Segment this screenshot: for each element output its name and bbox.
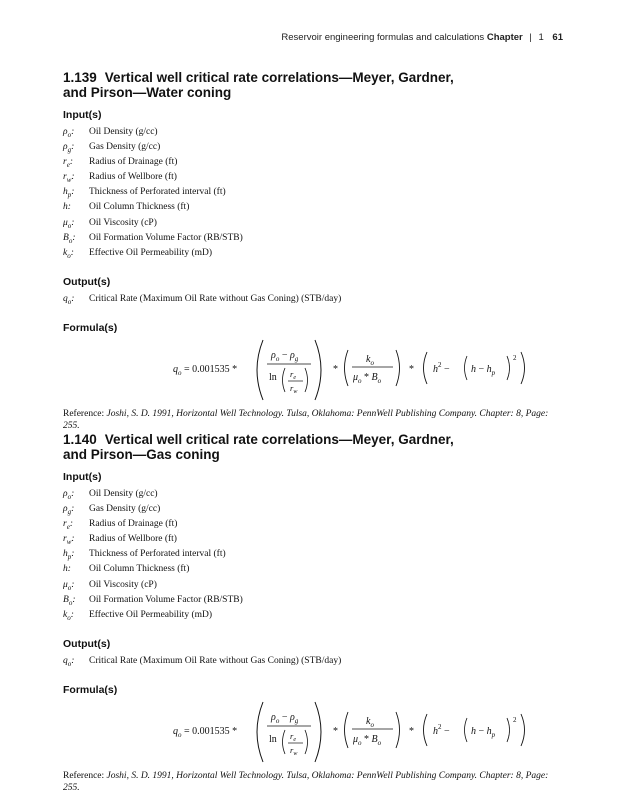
input-symbol: $r_w$: — [63, 172, 75, 185]
output-row — [63, 655, 563, 670]
input-symbol: $B_o$: — [63, 232, 76, 245]
inputs-heading: Input(s) — [63, 109, 102, 121]
input-symbol: h: — [63, 202, 71, 213]
input-symbol: $r_w$: — [63, 534, 75, 547]
section-title — [63, 70, 563, 100]
input-description: Gas Density (g/cc) — [89, 142, 161, 153]
header-divider: | — [529, 32, 532, 43]
input-description: Effective Oil Permeability (mD) — [89, 247, 213, 258]
outputs-list — [63, 655, 563, 670]
svg-text:qo = 0.001535 *: $q_o = 0.001535$ * — [173, 363, 238, 377]
section-water-coning — [63, 70, 563, 433]
section-gas-coning — [63, 432, 563, 795]
input-description: Gas Density (g/cc) — [89, 504, 161, 515]
input-row — [63, 141, 563, 156]
input-row — [63, 201, 563, 216]
reference-citation: Joshi, S. D. 1991, Horizontal Well Technology. Tulsa, Oklahoma: PennWell Publishing Company. Chapter: 8, Page: 255. — [63, 770, 549, 794]
input-description: Effective Oil Permeability (mD) — [89, 609, 213, 620]
input-symbol: $\rho_g$: — [63, 142, 75, 154]
critical-rate-formula — [63, 336, 563, 404]
input-description: Radius of Wellbore (ft) — [89, 172, 177, 183]
input-description: Oil Column Thickness (ft) — [89, 564, 190, 575]
critical-rate-formula — [63, 698, 563, 766]
svg-text:rw: $r_w$ — [290, 744, 298, 757]
input-description: Oil Viscosity (cP) — [89, 217, 157, 228]
outputs-heading: Output(s) — [63, 275, 111, 288]
formula-heading: Formula(s) — [63, 321, 118, 334]
formula-coefficient: 0.001535 — [192, 363, 230, 375]
chapter-label: Chapter — [486, 32, 523, 43]
input-description: Radius of Drainage (ft) — [89, 157, 178, 168]
svg-text:h − hp: $h - h_p$ — [471, 363, 496, 377]
input-description: Oil Viscosity (cP) — [89, 579, 157, 590]
reference — [63, 408, 563, 433]
outputs-list — [63, 293, 563, 308]
input-row — [63, 563, 563, 578]
input-row — [63, 186, 563, 201]
chapter-number: 1 — [538, 32, 544, 43]
input-row — [63, 548, 563, 563]
section-title-line1: Vertical well critical rate correlations—Meyer, Gardner, — [104, 432, 454, 447]
section-title-line1: Vertical well critical rate correlations—Meyer, Gardner, — [104, 70, 454, 85]
svg-text:*: * — [333, 363, 338, 375]
output-symbol: $q_o$: — [63, 293, 75, 306]
section-number: 1.139 — [63, 70, 97, 85]
running-header — [281, 32, 563, 43]
input-row — [63, 518, 563, 533]
running-title: Reservoir engineering formulas and calculations — [281, 32, 485, 43]
reference-label: Reference: — [63, 408, 105, 419]
svg-text:2: 2 — [513, 715, 517, 724]
input-row — [63, 217, 563, 232]
svg-text:ln: ln — [269, 733, 277, 745]
section-title-line2: and Pirson—Water coning — [63, 85, 232, 100]
input-row — [63, 594, 563, 609]
inputs-heading: Input(s) — [63, 471, 102, 483]
input-symbol: $\rho_o$: — [63, 489, 75, 501]
input-description: Oil Formation Volume Factor (RB/STB) — [89, 232, 243, 243]
svg-text:*: * — [333, 725, 338, 737]
formula-heading: Formula(s) — [63, 683, 118, 696]
svg-text:ko: $k_o$ — [366, 353, 374, 367]
input-row — [63, 171, 563, 186]
svg-text:*: * — [409, 725, 414, 737]
svg-text:h2 −: $h^2$ − — [433, 722, 450, 737]
input-row — [63, 579, 563, 594]
input-symbol: $k_o$: — [63, 609, 74, 622]
input-description: Radius of Drainage (ft) — [89, 519, 178, 530]
reference-label: Reference: — [63, 770, 105, 781]
reference — [63, 770, 563, 795]
reference-citation: Joshi, S. D. 1991, Horizontal Well Technology. Tulsa, Oklahoma: PennWell Publishing Company. Chapter: 8, Page: 255. — [63, 408, 549, 432]
output-description: Critical Rate (Maximum Oil Rate without Gas Coning) (STB/day) — [89, 655, 342, 666]
input-row — [63, 533, 563, 548]
input-description: Oil Formation Volume Factor (RB/STB) — [89, 594, 243, 605]
input-row — [63, 232, 563, 247]
inputs-list — [63, 488, 563, 624]
svg-text:μo * Bo: $\mu_o * B_o$ — [353, 733, 382, 747]
svg-text:qo = 0.001535 *: $q_o = 0.001535$ * — [173, 725, 238, 739]
svg-text:re: $r_e$ — [290, 368, 296, 381]
input-row — [63, 156, 563, 171]
input-row — [63, 247, 563, 262]
input-symbol: $\rho_o$: — [63, 127, 75, 139]
input-description: Radius of Wellbore (ft) — [89, 534, 177, 545]
svg-text:*: * — [409, 363, 414, 375]
input-row — [63, 126, 563, 141]
svg-text:re: $r_e$ — [290, 730, 296, 743]
input-row — [63, 503, 563, 518]
page-number: 61 — [552, 32, 563, 43]
input-description: Thickness of Perforated interval (ft) — [89, 549, 226, 560]
input-symbol: h: — [63, 564, 71, 575]
output-description: Critical Rate (Maximum Oil Rate without Gas Coning) (STB/day) — [89, 293, 342, 304]
input-description: Oil Density (g/cc) — [89, 489, 158, 499]
section-title-line2: and Pirson—Gas coning — [63, 447, 220, 462]
svg-text:2: 2 — [513, 353, 517, 362]
input-symbol: $r_e$: — [63, 157, 73, 170]
input-description: Oil Density (g/cc) — [89, 127, 158, 137]
output-row — [63, 293, 563, 308]
input-symbol: $h_p$: — [63, 549, 75, 562]
section-title — [63, 432, 563, 462]
svg-text:ρo − ρg: $\rho_o - \rho_g$ — [271, 349, 299, 363]
svg-text:h − hp: $h - h_p$ — [471, 725, 496, 739]
output-symbol: $q_o$: — [63, 655, 75, 668]
svg-text:h2 −: $h^2$ − — [433, 360, 450, 375]
input-symbol: $h_p$: — [63, 187, 75, 200]
input-symbol: $\mu_o$: — [63, 217, 75, 230]
input-symbol: $k_o$: — [63, 247, 74, 260]
input-symbol: $r_e$: — [63, 519, 73, 532]
input-symbol: $\rho_g$: — [63, 504, 75, 516]
svg-text:ko: $k_o$ — [366, 715, 374, 729]
svg-text:μo * Bo: $\mu_o * B_o$ — [353, 371, 382, 385]
outputs-heading: Output(s) — [63, 637, 111, 650]
formula-coefficient: 0.001535 — [192, 725, 230, 737]
input-description: Thickness of Perforated interval (ft) — [89, 187, 226, 198]
inputs-list — [63, 126, 563, 262]
input-row — [63, 609, 563, 624]
section-number: 1.140 — [63, 432, 97, 447]
input-row — [63, 488, 563, 503]
svg-text:ln: ln — [269, 371, 277, 383]
input-symbol: $B_o$: — [63, 594, 76, 607]
input-symbol: $\mu_o$: — [63, 579, 75, 592]
input-description: Oil Column Thickness (ft) — [89, 202, 190, 213]
svg-text:ρo − ρg: $\rho_o - \rho_g$ — [271, 711, 299, 725]
svg-text:rw: $r_w$ — [290, 382, 298, 395]
